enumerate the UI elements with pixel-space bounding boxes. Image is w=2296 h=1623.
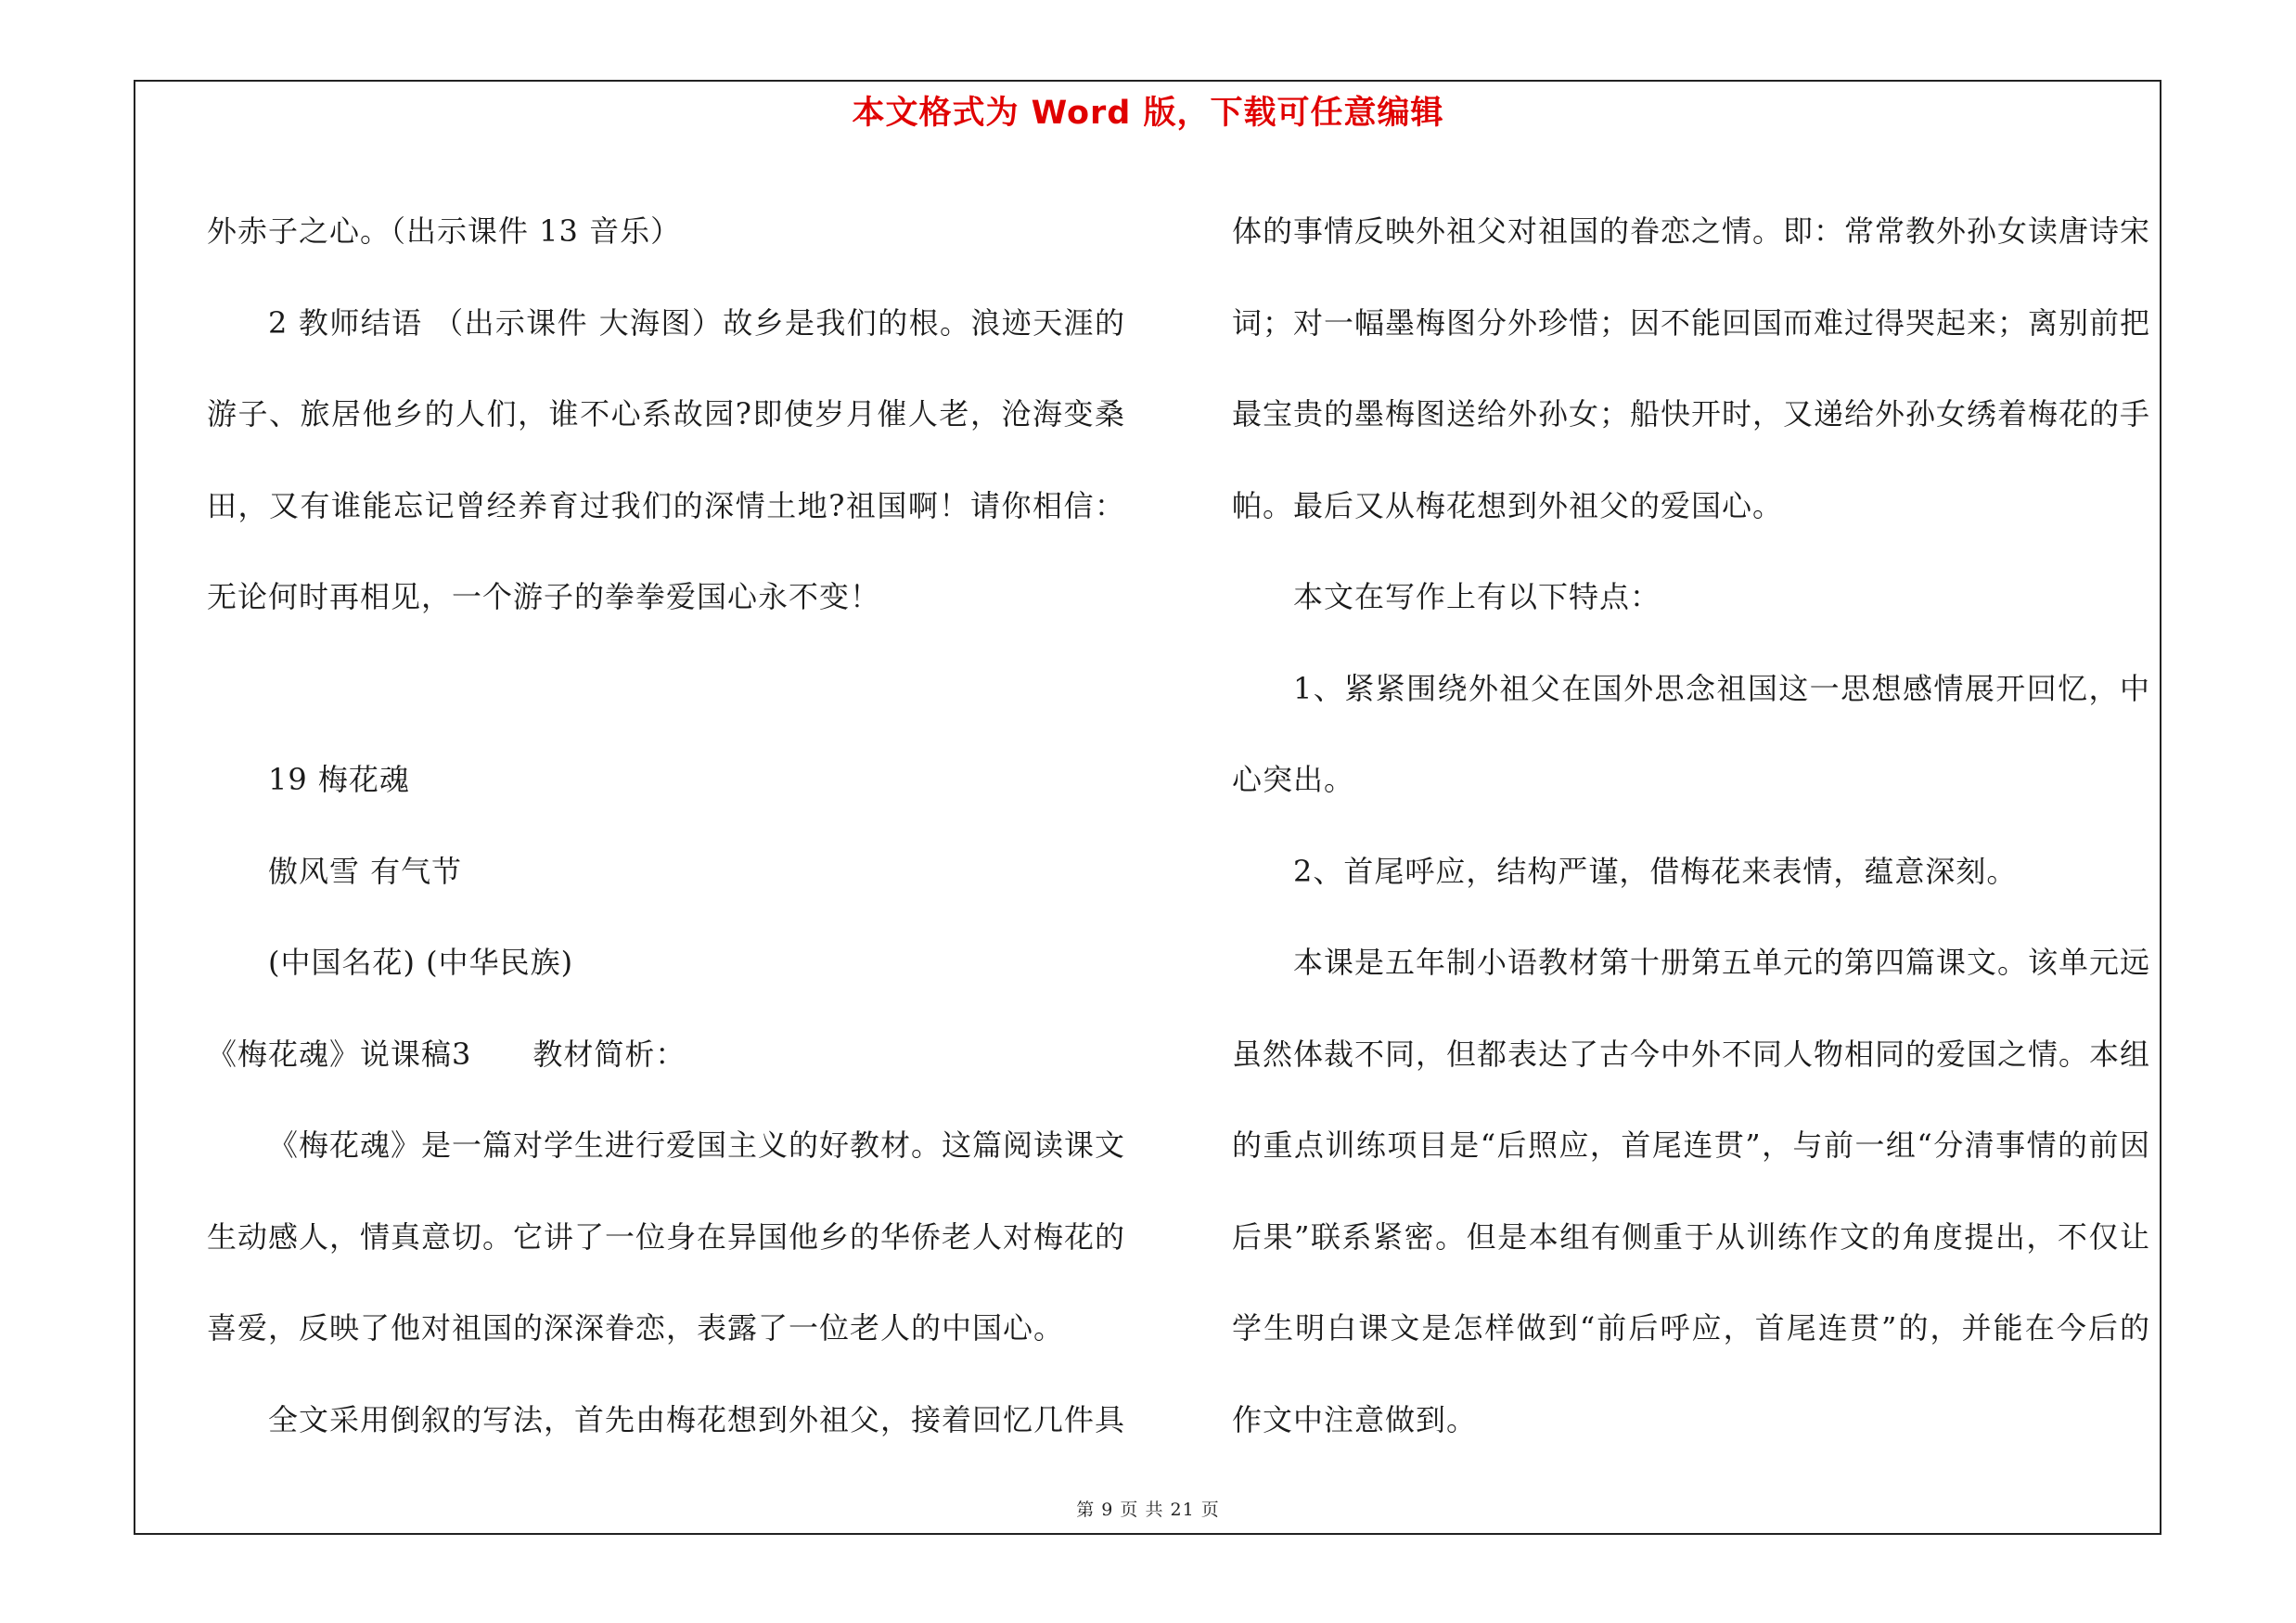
list-item: 1、紧紧围绕外祖父在国外思念祖国这一思想感情展开回忆，中心突出。 — [1232, 670, 2150, 797]
word-format-banner: 本文格式为 Word 版，下载可任意编辑 — [852, 95, 1444, 132]
paragraph: 《梅花魂》是一篇对学生进行爱国主义的好教材。这篇阅读课文生动感人，情真意切。它讲了一位身在异国他乡的华侨老人对梅花的喜爱，反映了他对祖国的深深眷恋，表露了一位老人的中国心。 — [207, 1127, 1126, 1346]
paragraph: 体的事情反映外祖父对祖国的眷恋之情。即：常常教外孙女读唐诗宋词；对一幅墨梅图分外珍惜；因不能回国而难过得哭起来；离别前把最宝贵的墨梅图送给外孙女；船快开时，又递给外孙女绣着梅花的手帕。最后又从梅花想到外祖父的爱国心。 — [1232, 213, 2151, 523]
page-number: 第 9 页 共 21 页 — [1076, 1500, 1220, 1520]
paragraph: 本文在写作上有以下特点： — [1293, 579, 1661, 614]
paragraph: 本课是五年制小语教材第十册第五单元的第四篇课文。该单元远虽然体裁不同，但都表达了古今中外不同人物相同的爱国之情。本组的重点训练项目是“后照应，首尾连贯”，与前一组“分清事情的前因后果”联系紧密。但是本组有侧重于从训练作文的角度提出，不仅让学生明白课文是怎样做到“前后呼应，首尾连贯”的，并能在今后的作文中注意做到。 — [1232, 945, 2151, 1437]
lesson-title: 19 梅花魂 — [268, 762, 410, 797]
left-column — [207, 186, 1125, 1465]
blank-line — [207, 643, 1125, 735]
paragraph: 全文采用倒叙的写法，首先由梅花想到外祖父，接着回忆几件具 — [268, 1401, 1126, 1437]
section-heading: 《梅花魂》说课稿3 教材简析： — [207, 1036, 686, 1072]
right-column — [1232, 186, 2150, 1465]
blackboard-line: 傲风雪 有气节 — [268, 853, 463, 889]
paragraph: 2 教师结语 （出示课件 大海图）故乡是我们的根。浪迹天涯的游子、旅居他乡的人们，谁不心系故园?即使岁月催人老，沧海变桑田，又有谁能忘记曾经养育过我们的深情土地?祖国啊！请你相信：无论何时再相见，一个游子的拳拳爱国心永不变！ — [207, 304, 1125, 614]
blackboard-line: (中国名花) (中华民族) — [268, 945, 574, 980]
list-item: 2、首尾呼应，结构严谨，借梅花来表情，蕴意深刻。 — [1293, 853, 2018, 889]
paragraph: 外赤子之心。（出示课件 13 音乐） — [207, 213, 682, 249]
